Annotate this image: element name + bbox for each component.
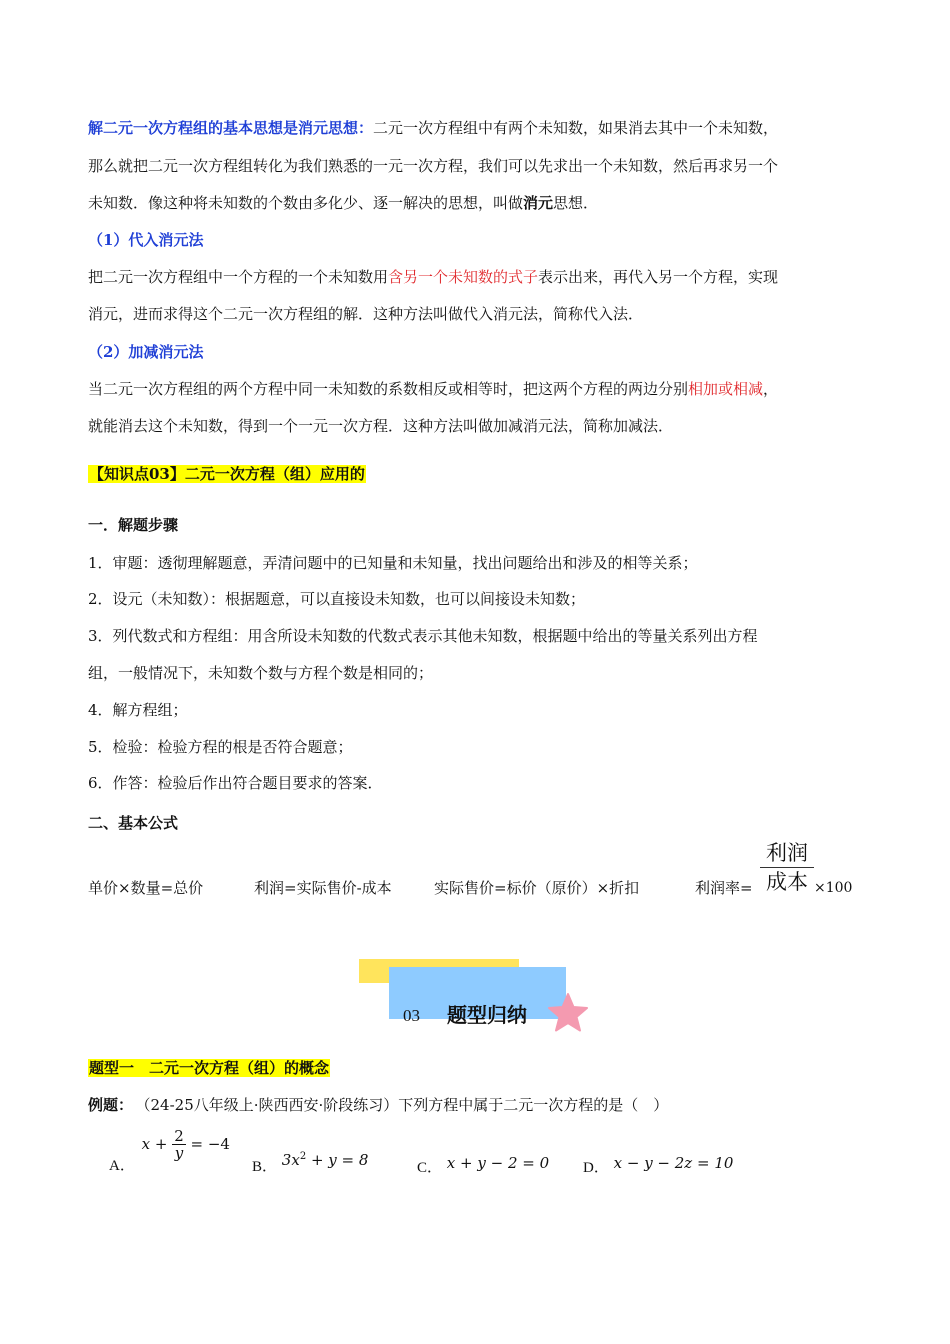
option-a[interactable] [109, 1127, 230, 1174]
method1-text: 把二元一次方程组中一个方程的一个未知数用 [88, 268, 389, 286]
option-b-exponent: 2 [299, 1151, 307, 1162]
method1-line-2: 消元，进而求得这个二元一次方程组的解．这种方法叫做代入消元法，简称代入法． [88, 305, 644, 323]
step-6: 6．作答：检验后作出符合题目要求的答案． [88, 774, 383, 792]
method1-red-text: 含另一个未知数的式子 [388, 268, 539, 286]
step-3a: 3．列代数式和方程组：用含所设未知数的代数式表示其他未知数，根据题中给出的等量关系列出方程 [88, 627, 758, 645]
step-3b: 组，一般情况下，未知数个数与方程个数是相同的； [88, 664, 434, 682]
method2-title: （2）加减消元法 [88, 343, 204, 361]
option-c-label: C． [417, 1160, 443, 1176]
steps-heading: 一．解题步骤 [88, 516, 179, 534]
type1-title: 题型一 二元一次方程（组）的概念 [89, 1059, 330, 1077]
fraction-numerator: 利润 [760, 840, 814, 868]
step-5: 5．检验：检验方程的根是否符合题意； [88, 738, 353, 756]
option-b-rest: + y = 8 [306, 1151, 369, 1169]
formula-sale-price: 实际售价=标价（原价）×折扣 [434, 879, 640, 897]
option-a-right: = −4 [185, 1134, 230, 1153]
method2-red-text: 相加或相减 [688, 380, 764, 398]
step-1: 1．审题：透彻理解题意，弄清问题中的已知量和未知量，找出问题给出和涉及的相等关系； [88, 554, 698, 572]
option-d-label: D． [583, 1160, 609, 1176]
method1-line-1 [88, 267, 778, 287]
kp03-heading [88, 464, 366, 484]
method1-text: 表示出来，再代入另一个方程，实现 [538, 268, 779, 286]
formula-profit-rate-tail: ×100 [814, 880, 853, 896]
example-line [88, 1095, 668, 1115]
intro-line-2: 那么就把二元一次方程组转化为我们熟悉的一元一次方程，我们可以先求出一个未知数，然后再求另一个 [88, 157, 779, 175]
option-a-num: 2 [174, 1127, 184, 1145]
option-b-expr [282, 1151, 369, 1169]
type1-heading [88, 1058, 330, 1078]
method1-title: （1）代入消元法 [88, 231, 204, 249]
method2-line-2: 就能消去这个未知数，得到一个一元一次方程．这种方法叫做加减消元法，简称加减法． [88, 417, 674, 435]
step-4: 4．解方程组； [88, 701, 188, 719]
formula-profit-rate-fraction [760, 840, 814, 895]
section-number: 03 [403, 1006, 420, 1025]
option-d-expr: x − y − 2z = 10 [613, 1154, 734, 1172]
option-a-left: x + [141, 1134, 173, 1153]
intro-bold: 解二元一次方程组的基本思想是消元思想： [88, 119, 374, 137]
star-icon [546, 992, 590, 1034]
intro-line-3 [88, 193, 598, 213]
method2-line-1 [88, 379, 778, 399]
fraction-denominator: 成本 [766, 870, 808, 894]
step-2: 2．设元（未知数）：根据题意，可以直接设未知数，也可以间接设未知数； [88, 590, 586, 608]
method2-text: ， [763, 380, 779, 398]
formula-profit-rate-label: 利润率= [695, 879, 753, 897]
option-a-den: y [174, 1144, 184, 1162]
option-a-fraction [172, 1128, 186, 1161]
kp03-title: 【知识点03】二元一次方程（组）应用的 [89, 465, 365, 483]
keyword-xiaoyuan: 消元 [523, 194, 554, 212]
option-d[interactable] [583, 1152, 734, 1176]
intro-text: 未知数．像这种将未知数的个数由多化少、逐一解决的思想，叫做 [88, 194, 524, 212]
option-b-label: B． [252, 1159, 278, 1175]
option-c[interactable] [417, 1152, 550, 1176]
formula-profit: 利润=实际售价-成本 [254, 879, 392, 897]
method2-text: 当二元一次方程组的两个方程中同一未知数的系数相反或相等时，把这两个方程的两边分别 [88, 380, 689, 398]
intro-line-1 [88, 118, 778, 138]
formula-total-price: 单价×数量=总价 [88, 879, 204, 897]
option-a-expr [141, 1127, 230, 1162]
example-label: 例题： [88, 1096, 134, 1114]
option-b-base: 3x [281, 1151, 300, 1169]
section-title: 题型归纳 [447, 1003, 527, 1027]
section-banner [355, 955, 595, 1035]
option-a-label: A． [109, 1157, 135, 1174]
formulas-heading: 二、基本公式 [88, 814, 179, 832]
example-text: （24-25八年级上·陕西西安·阶段练习）下列方程中属于二元一次方程的是（ ） [143, 1096, 669, 1114]
intro-text: 思想． [553, 194, 599, 212]
intro-text: 二元一次方程组中有两个未知数，如果消去其中一个未知数， [373, 119, 779, 137]
option-b[interactable] [252, 1149, 369, 1175]
option-c-expr: x + y − 2 = 0 [446, 1154, 550, 1172]
